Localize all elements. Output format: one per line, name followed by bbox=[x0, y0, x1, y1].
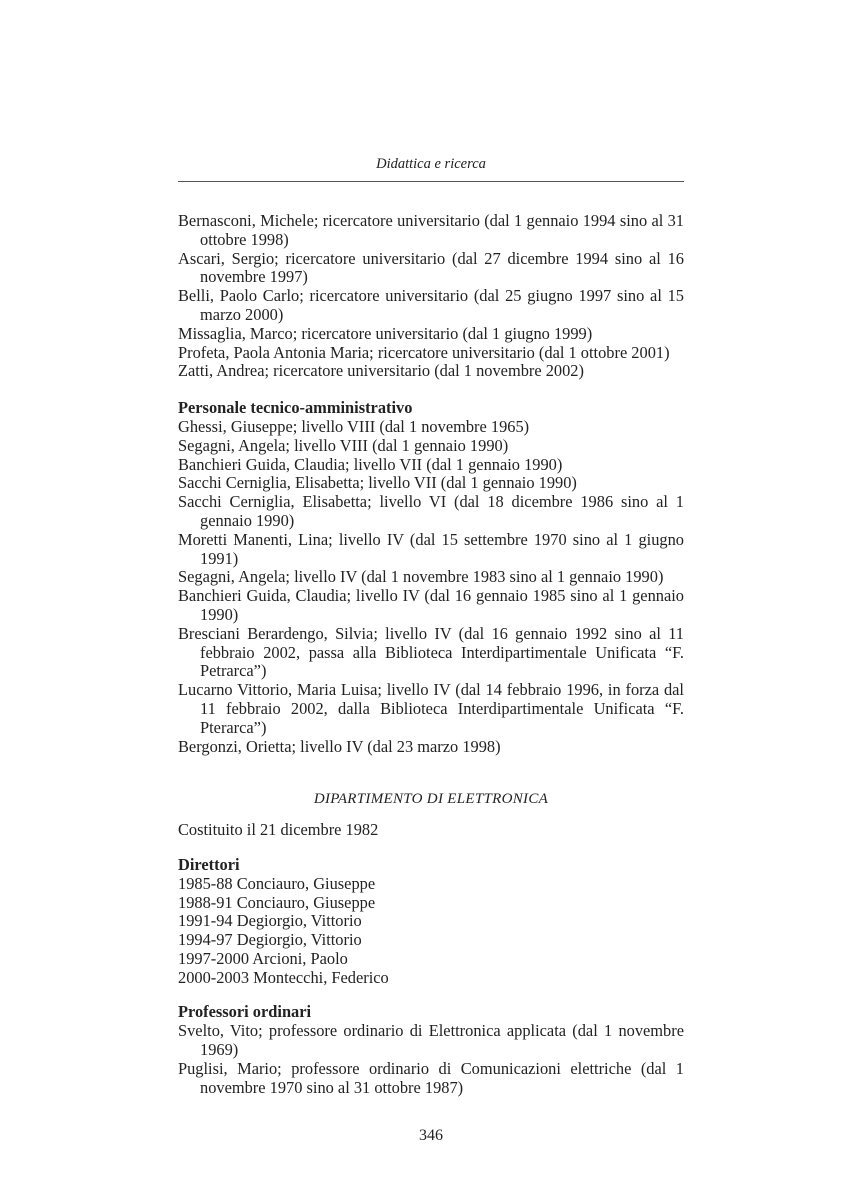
list-item: Bernasconi, Michele; ricercatore universitario (dal 1 gennaio 1994 sino al 31 ottobre 1998) bbox=[178, 211, 684, 249]
department-title: DIPARTIMENTO DI ELETTRONICA bbox=[313, 791, 549, 808]
running-head: Didattica e ricerca bbox=[376, 156, 486, 172]
section-heading: Personale tecnico-amministrativo bbox=[178, 398, 413, 418]
section-heading: Direttori bbox=[178, 854, 240, 874]
list-item: Profeta, Paola Antonia Maria; ricercatore universitario (dal 1 ottobre 2001) bbox=[178, 342, 670, 362]
list-item: Banchieri Guida, Claudia; livello VII (dal 1 gennaio 1990) bbox=[178, 454, 563, 474]
personale-section bbox=[178, 399, 684, 756]
list-item: Segagni, Angela; livello IV (dal 1 novembre 1983 sino al 1 gennaio 1990) bbox=[178, 567, 664, 587]
list-item: Ascari, Sergio; ricercatore universitario (dal 27 dicembre 1994 sino al 16 novembre 1997) bbox=[178, 248, 684, 287]
list-item: Ghessi, Giuseppe; livello VIII (dal 1 novembre 1965) bbox=[178, 416, 530, 436]
list-item: Segagni, Angela; livello VIII (dal 1 gennaio 1990) bbox=[178, 435, 509, 455]
list-item: Belli, Paolo Carlo; ricercatore universitario (dal 25 giugno 1997 sino al 15 marzo 2000) bbox=[178, 286, 684, 324]
list-item: Banchieri Guida, Claudia; livello IV (dal 16 gennaio 1985 sino al 1 gennaio 1990) bbox=[178, 586, 684, 624]
list-item: Lucarno Vittorio, Maria Luisa; livello IV (dal 14 febbraio 1996, in forza dal 11 febbraio 2002, dalla Biblioteca Interdipartimentale Unificata “F. Pterarca”) bbox=[178, 680, 684, 737]
ordinari-section bbox=[178, 1003, 684, 1097]
direttori-section bbox=[178, 856, 684, 988]
page-column bbox=[178, 0, 684, 1166]
list-item: 1991-94 Degiorgio, Vittorio bbox=[178, 911, 362, 931]
list-item: 2000-2003 Montecchi, Federico bbox=[178, 967, 389, 987]
list-item: 1985-88 Conciauro, Giuseppe bbox=[178, 873, 376, 893]
ricercatori-list bbox=[178, 212, 684, 381]
page-number: 346 bbox=[419, 1127, 443, 1145]
list-item: Moretti Manenti, Lina; livello IV (dal 15 settembre 1970 sino al 1 giugno 1991) bbox=[178, 529, 684, 568]
list-item: Sacchi Cerniglia, Elisabetta; livello VI (dal 18 dicembre 1986 sino al 1 gennaio 1990) bbox=[178, 492, 684, 530]
list-item: Sacchi Cerniglia, Elisabetta; livello VII (dal 1 gennaio 1990) bbox=[178, 473, 577, 493]
section-heading: Professori ordinari bbox=[178, 1002, 312, 1022]
costituito-text: Costituito il 21 dicembre 1982 bbox=[178, 820, 379, 840]
list-item: Zatti, Andrea; ricercatore universitario (dal 1 novembre 2002) bbox=[178, 361, 584, 381]
list-item: 1997-2000 Arcioni, Paolo bbox=[178, 948, 348, 968]
list-item: Bergonzi, Orietta; livello IV (dal 23 marzo 1998) bbox=[178, 736, 501, 756]
list-item: 1994-97 Degiorgio, Vittorio bbox=[178, 930, 362, 950]
header-rule bbox=[178, 181, 684, 182]
list-item: Puglisi, Mario; professore ordinario di Comunicazioni elettriche (dal 1 novembre 1970 sino al 31 ottobre 1987) bbox=[178, 1058, 684, 1097]
list-item: 1988-91 Conciauro, Giuseppe bbox=[178, 892, 376, 912]
list-item: Bresciani Berardengo, Silvia; livello IV (dal 16 gennaio 1992 sino al 11 febbraio 2002, passa alla Biblioteca Interdipartimentale Unificata “F. Petrarca”) bbox=[178, 623, 684, 681]
list-item: Svelto, Vito; professore ordinario di Elettronica applicata (dal 1 novembre 1969) bbox=[178, 1021, 684, 1060]
list-item: Missaglia, Marco; ricercatore universitario (dal 1 giugno 1999) bbox=[178, 323, 593, 343]
